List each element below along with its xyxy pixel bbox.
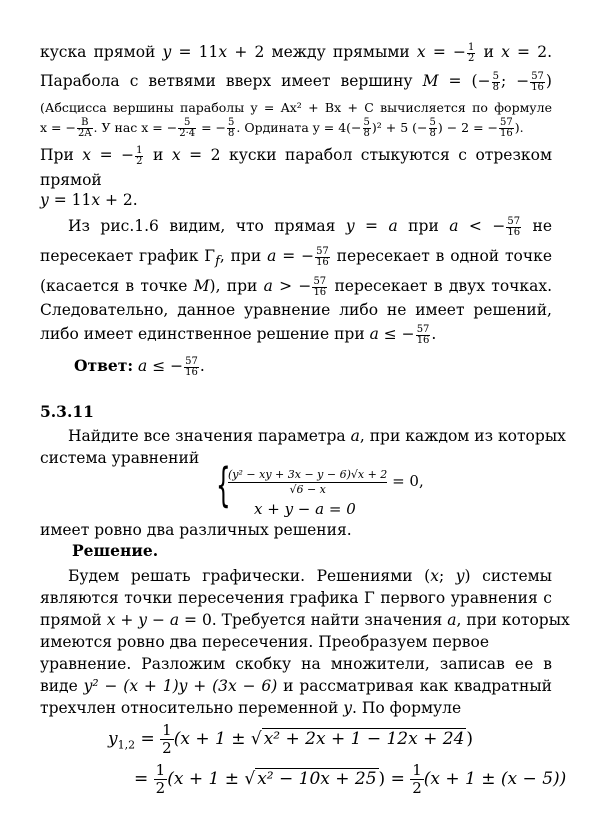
- equation-system: { $\frac{\text{(y² − xy + 3x − y − 6)√x + 2}}{√6 - x}$ = 0, x + y − a = 0: [216, 458, 424, 518]
- fraction: $\frac{57}{16}$: [507, 215, 521, 238]
- text-line: пересекает график $\Gamma_f$, при a = − $\frac{57}{16}$ пересекает в одной точке: [40, 245, 552, 270]
- fraction: $\frac{1}{2}$: [155, 761, 166, 797]
- fraction: $\frac{57}{16}$: [531, 70, 544, 93]
- text-line: уравнение. Разложим скобку на множители, записав ее в: [40, 655, 552, 673]
- answer-label: Ответ:: [74, 356, 134, 375]
- text-line: либо имеет единственное решение при a ≤ − $\frac{57}{16}$ .: [40, 323, 437, 346]
- text-line: Парабола с ветвями вверх имеет вершину M = (− $\frac{5}{8}$ ; − $\frac{57}{16}$ ): [40, 70, 552, 93]
- fraction: $\frac{5}{8}$: [228, 117, 235, 139]
- system-brace: {: [216, 458, 231, 512]
- text-line: x = − $\frac{B}{2A}$ . У нас x = − $\frac{5}{2\cdot 4}$ = − $\frac{5}{8}$ . Ордината y = 4(− $\frac{5}{8}$ )² + 5 (− $\frac{5}{8}$ ) − 2 = − $\frac{57}{16}$ ).: [40, 117, 524, 139]
- text-line: Из рис.1.6 видим, что прямая y = a при a < − $\frac{57}{16}$ не: [68, 215, 553, 238]
- solution-heading: Решение.: [72, 541, 159, 560]
- fraction: $\frac{57}{16}$: [416, 323, 430, 346]
- fraction: $\frac{1}{2}$: [468, 41, 475, 64]
- text-line: Следовательно, данное уравнение либо не имеет решений,: [40, 301, 552, 319]
- text-line: имеет ровно два различных решения.: [40, 521, 352, 539]
- text-line: имеются ровно два пересечения. Преобразуем первое: [40, 633, 490, 651]
- fraction: $\frac{\text{(y² − xy + 3x − y − 6)√x + 2}}{√6 - x}$: [228, 468, 388, 496]
- text-line: Найдите все значения параметра a, при каждом из которых: [68, 427, 566, 445]
- fraction: $\frac{57}{16}$: [316, 245, 329, 268]
- fraction: $\frac{5}{2\cdot 4}$: [179, 117, 196, 139]
- fraction: $\frac{57}{16}$: [500, 117, 513, 139]
- fraction: $\frac{1}{2}$: [162, 721, 172, 757]
- text-line: система уравнений: [40, 449, 200, 467]
- text-line: куска прямой y = 11x + 2 между прямыми x = − $\frac{1}{2}$ и x = 2.: [40, 41, 552, 64]
- fraction: $\frac{57}{16}$: [313, 275, 327, 298]
- text-line: прямой: [40, 171, 102, 189]
- answer-line: Ответ: a ≤ − $\frac{57}{16}$ .: [74, 355, 205, 378]
- text-line: При x = − $\frac{1}{2}$ и x = 2 куски парабол стыкуются с отрезком: [40, 144, 552, 167]
- fraction: $\frac{1}{2}$: [412, 761, 422, 797]
- fraction: $\frac{B}{2A}$: [77, 117, 92, 139]
- text-line: являются точки пересечения графика Γ первого уравнения с: [40, 589, 552, 607]
- fraction: $\frac{5}{8}$: [429, 117, 436, 139]
- text-line: (Абсцисса вершины параболы y = Ax² + Bx + C вычисляется по формуле: [40, 100, 552, 115]
- text-line: Будем решать графически. Решениями (x; y) системы: [68, 567, 553, 585]
- fraction: $\frac{57}{16}$: [185, 355, 198, 378]
- text-line: трехчлен относительно переменной y. По формуле: [40, 699, 462, 717]
- formula-roots: $y_{1,2}$ = $\frac{1}{2}$ (x + 1 ± √ x² + 2x + 1 − 12x + 24 ): [108, 721, 474, 757]
- fraction: $\frac{5}{8}$: [363, 117, 370, 139]
- fraction: $\frac{5}{8}$: [492, 70, 499, 93]
- text-line: прямой x + y − a = 0. Требуется найти значения a, при которых: [40, 611, 570, 629]
- text-line: y = 11x + 2.: [40, 191, 138, 209]
- section-number: 5.3.11: [40, 402, 94, 421]
- formula-simplified: = $\frac{1}{2}$ (x + 1 ± √ x² − 10x + 25 ) = $\frac{1}{2}$ (x + 1 ± (x − 5)): [134, 761, 567, 797]
- text-line: виде y² − (x + 1)y + (3x − 6) и рассматривая как квадратный: [40, 677, 552, 695]
- fraction: $\frac{1}{2}$: [136, 144, 143, 167]
- text-line: (касается в точке M), при a > − $\frac{57}{16}$ пересекает в двух точках.: [40, 275, 552, 298]
